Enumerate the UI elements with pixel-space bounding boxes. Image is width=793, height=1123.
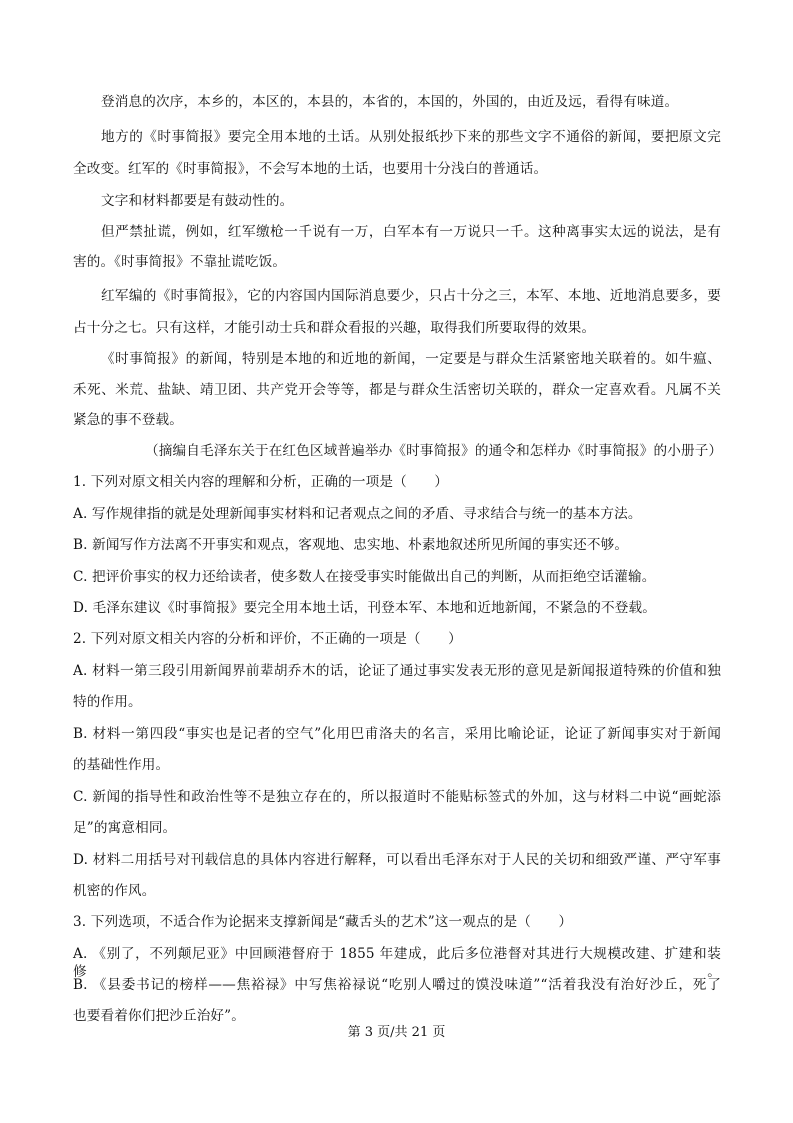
option-c: C. 把评价事实的权力还给读者，使多数人在接受事实时能做出自己的判断，从而拒绝空话灌输。 bbox=[73, 569, 656, 585]
option-d: D. 材料二用括号对刊载信息的具体内容进行解释，可以看出毛泽东对于人民的关切和细致严谨、严守军事 bbox=[73, 852, 721, 868]
text-line: 文字和材料都要是有鼓动性的。 bbox=[101, 193, 294, 209]
option-c-cont: 足”的寓意相同。 bbox=[73, 820, 177, 836]
source-note: （摘编自毛泽东关于在红色区域普遍举办《时事简报》的通令和怎样办《时事简报》的小册子） bbox=[145, 443, 723, 459]
text-line: 地方的《时事简报》要完全用本地的土话。从别处报纸抄下来的那些文字不通俗的新闻，要把原文完 bbox=[101, 129, 721, 145]
option-a: A. 《别了，不列颠尼亚》中回顾港督府于 1855 年建成，此后多位港督对其进行大规模改建、扩建和装修。 bbox=[73, 946, 721, 980]
option-b: B. 新闻写作方法离不开事实和观点，客观地、忠实地、朴素地叙述所见所闻的事实还不够。 bbox=[73, 537, 629, 553]
text-line: 害的。《时事简报》不靠扯谎吃饭。 bbox=[73, 254, 287, 270]
option-a-cont: 特的作用。 bbox=[73, 694, 142, 710]
question-stem: 3. 下列选项，不适合作为论据来支撑新闻是“藏舌头的艺术”这一观点的是（ ） bbox=[73, 914, 573, 930]
option-d-cont: 机密的作风。 bbox=[73, 883, 156, 899]
option-b: B. 材料一第四段“事实也是记者的空气”化用巴甫洛夫的名言，采用比喻论证，论证了新闻事实对于新闻 bbox=[73, 726, 721, 742]
question-stem: 1. 下列对原文相关内容的理解和分析，正确的一项是（ ） bbox=[73, 474, 449, 490]
option-b-cont: 也要看着你们把沙丘治好”。 bbox=[73, 1008, 246, 1024]
option-b-cont: 的基础性作用。 bbox=[73, 757, 170, 773]
question-stem: 2. 下列对原文相关内容的分析和评价，不正确的一项是（ ） bbox=[73, 631, 462, 647]
text-line: 红军编的《时事简报》，它的内容国内国际消息要少，只占十分之三，本军、本地、近地消息要多，要 bbox=[101, 288, 721, 304]
text-line: 《时事简报》的新闻，特别是本地的和近地的新闻，一定要是与群众生活紧密地关联着的。如牛瘟、 bbox=[101, 351, 721, 367]
option-d: D. 毛泽东建议《时事简报》要完全用本地土话，刊登本军、本地和近地新闻，不紧急的不登载。 bbox=[73, 600, 656, 616]
option-c: C. 新闻的指导性和政治性等不是独立存在的，所以报道时不能贴标签式的外加，这与材料二中说“画蛇添 bbox=[73, 789, 721, 805]
text-line: 禾死、米荒、盐缺、靖卫团、共产党开会等等，都是与群众生活密切关联的，群众一定喜欢看。凡属不关 bbox=[73, 382, 721, 398]
text-line: 但严禁扯谎，例如，红军缴枪一千说有一万，白军本有一万说只一千。这种离事实太远的说法，是有 bbox=[101, 224, 721, 240]
text-line: 登消息的次序，本乡的，本区的，本县的，本省的，本国的，外国的，由近及远，看得有味道。 bbox=[101, 94, 679, 110]
option-a: A. 材料一第三段引用新闻界前辈胡乔木的话，论证了通过事实发表无形的意见是新闻报道特殊的价值和独 bbox=[73, 663, 721, 679]
option-a: A. 写作规律指的就是处理新闻事实材料和记者观点之间的矛盾、寻求结合与统一的基本方法。 bbox=[73, 506, 642, 522]
option-b: B. 《县委书记的榜样——焦裕禄》中写焦裕禄说“吃别人嚼过的馍没味道”“活着我没有治好沙丘，死了 bbox=[73, 977, 721, 993]
page-footer: 第 3 页/共 21 页 bbox=[347, 1025, 446, 1040]
text-line: 全改变。红军的《时事简报》，不会写本地的土话，也要用十分浅白的普通话。 bbox=[73, 161, 548, 177]
text-line: 占十分之七。只有这样，才能引动士兵和群众看报的兴趣，取得我们所要取得的效果。 bbox=[73, 320, 596, 336]
text-line: 紧急的事不登载。 bbox=[73, 412, 183, 428]
